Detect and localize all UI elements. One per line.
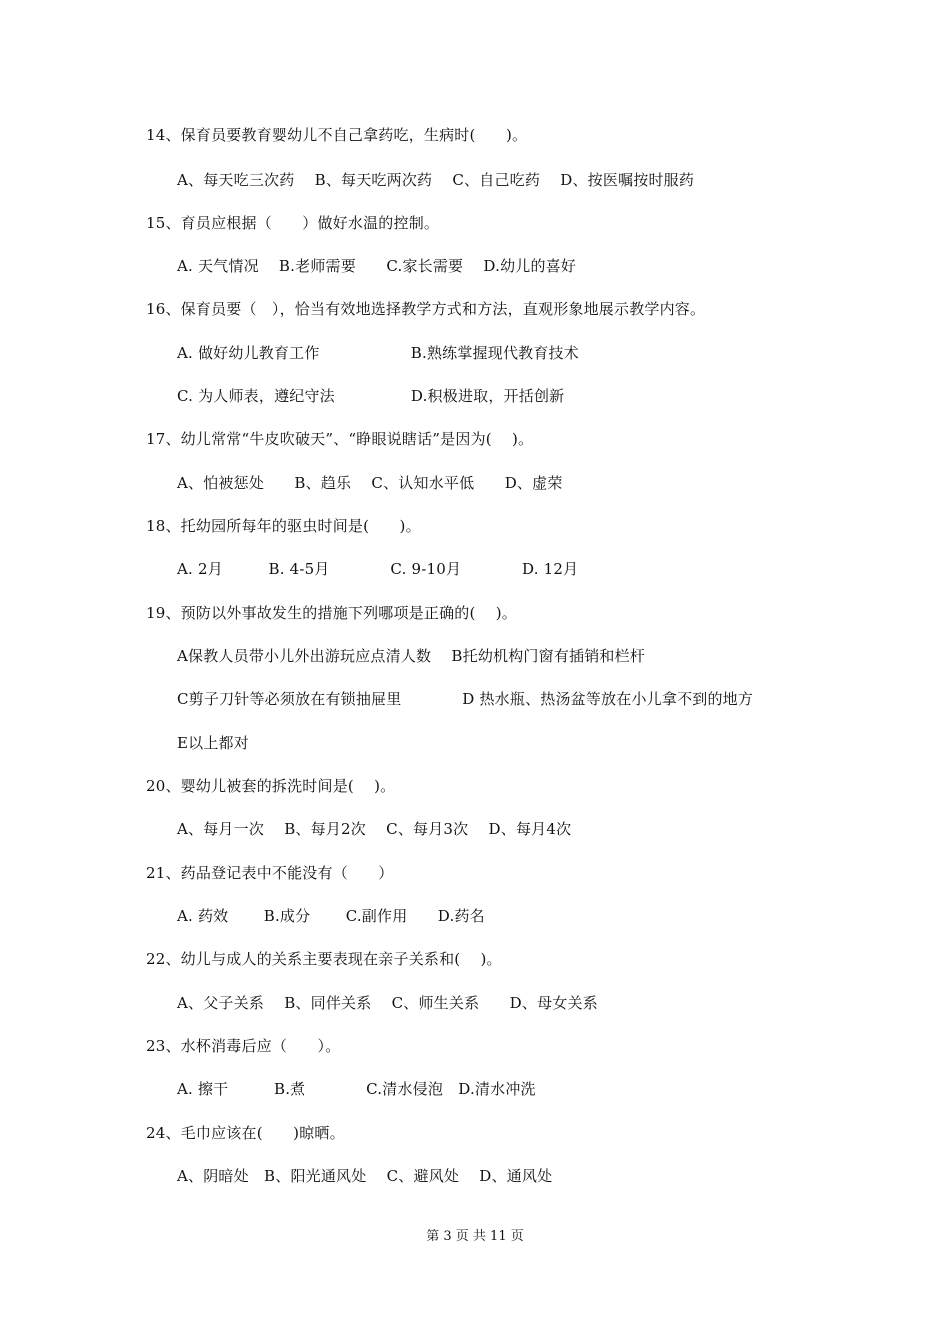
page-number-footer: 第 3 页 共 11 页 [426,1229,524,1244]
question-20-options: A、每月一次 B、每月2次 C、每月3次 D、每月4次 [177,820,572,838]
question-16: 16、保育员要（ ），恰当有效地选择教学方式和方法，直观形象地展示教学内容。 [146,300,706,318]
question-17: 17、幼儿常常“牛皮吹破天”、“睁眼说瞎话”是因为( )。 [146,430,534,448]
question-19-options-row-3: E以上都对 [177,734,249,752]
question-20: 20、婴幼儿被套的拆洗时间是( )。 [146,777,396,795]
question-24-options: A、阴暗处 B、阳光通风处 C、避风处 D、通风处 [177,1167,553,1185]
question-18: 18、托幼园所每年的驱虫时间是( )。 [146,517,421,535]
question-23: 23、水杯消毒后应（ ）。 [146,1037,341,1055]
question-18-options: A. 2月 B. 4-5月 C. 9-10月 D. 12月 [177,560,579,578]
question-15: 15、育员应根据（ ）做好水温的控制。 [146,214,440,232]
question-14-options: A、每天吃三次药 B、每天吃两次药 C、自己吃药 D、按医嘱按时服药 [177,171,695,189]
question-16-options-row-2: C. 为人师表，遵纪守法 D.积极进取，开括创新 [177,387,565,405]
question-24: 24、毛巾应该在( )晾晒。 [146,1124,345,1142]
question-19-options-row-2: C剪子刀针等必须放在有锁抽屉里 D 热水瓶、热汤盆等放在小儿拿不到的地方 [177,690,754,708]
question-19: 19、预防以外事故发生的措施下列哪项是正确的( )。 [146,604,517,622]
question-21: 21、药品登记表中不能没有（ ） [146,864,394,882]
question-14: 14、保育员要教育婴幼儿不自己拿药吃，生病时( )。 [146,126,528,144]
question-19-options-row-1: A保教人员带小儿外出游玩应点清人数 B托幼机构门窗有插销和栏杆 [177,647,646,665]
question-22: 22、幼儿与成人的关系主要表现在亲子关系和( )。 [146,950,502,968]
question-16-options-row-1: A. 做好幼儿教育工作 B.熟练掌握现代教育技术 [177,344,579,362]
question-15-options: A. 天气情况 B.老师需要 C.家长需要 D.幼儿的喜好 [177,257,577,275]
question-17-options: A、怕被惩处 B、趋乐 C、认知水平低 D、虚荣 [177,474,563,492]
question-22-options: A、父子关系 B、同伴关系 C、师生关系 D、母女关系 [177,994,598,1012]
question-23-options: A. 擦干 B.煮 C.清水侵泡 D.清水冲洗 [177,1080,536,1098]
question-21-options: A. 药效 B.成分 C.副作用 D.药名 [177,907,485,925]
